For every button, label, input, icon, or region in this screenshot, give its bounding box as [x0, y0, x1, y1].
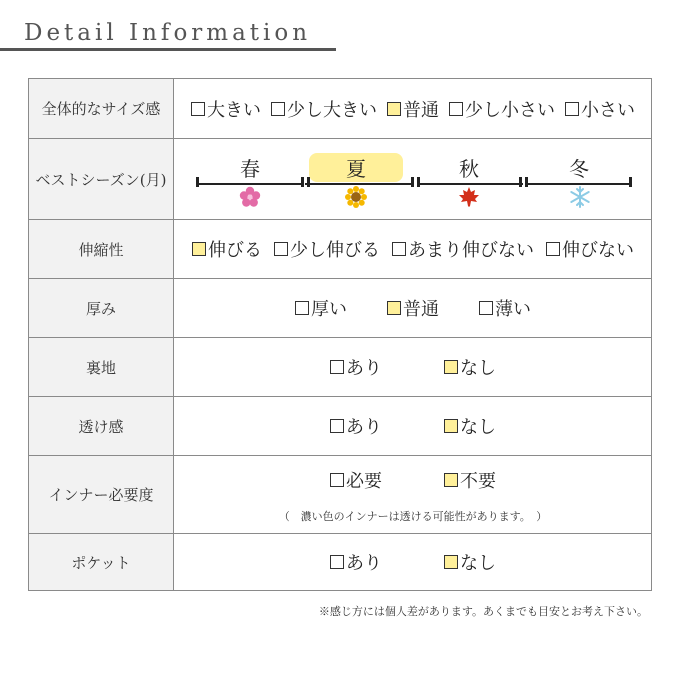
- option-thick: 厚い: [295, 295, 347, 321]
- option-thin: 薄い: [479, 295, 531, 321]
- row-label: 裏地: [29, 338, 174, 396]
- row-label: 全体的なサイズ感: [29, 79, 174, 138]
- option-size-normal: 普通: [387, 96, 439, 122]
- option-sheer-no: なし: [444, 413, 496, 439]
- option-size-slightly-small: 少し小さい: [449, 96, 555, 122]
- row-label: 伸縮性: [29, 220, 174, 278]
- row-thickness: [29, 279, 651, 338]
- option-inner-not-needed: 不要: [444, 467, 496, 493]
- sunflower-icon: [345, 186, 367, 208]
- checkbox: [330, 419, 344, 433]
- row-label: 厚み: [29, 279, 174, 337]
- season-bar-winter: [525, 183, 631, 185]
- footer-note: ※感じ方には個人差があります。あくまでも目安とお考え下さい。: [318, 605, 648, 618]
- checkbox: [295, 301, 309, 315]
- tick: [307, 177, 310, 187]
- tick: [629, 177, 632, 187]
- row-stretch: [29, 220, 651, 279]
- checkbox: [444, 419, 458, 433]
- row-label: ベストシーズン(月): [29, 139, 174, 219]
- title-underline: [0, 48, 336, 51]
- thickness-options: [175, 279, 651, 337]
- option-stretch-slight: 少し伸びる: [274, 236, 380, 262]
- checkbox: [330, 473, 344, 487]
- lining-options: [175, 338, 651, 396]
- checkbox: [444, 555, 458, 569]
- season-winter: 冬: [569, 157, 589, 181]
- row-inner: [29, 456, 651, 534]
- option-sheer-yes: あり: [330, 413, 382, 439]
- option-size-large: 大きい: [191, 96, 261, 122]
- tick: [301, 177, 304, 187]
- checkbox: [444, 360, 458, 374]
- row-size: [29, 79, 651, 139]
- sheer-options: [175, 397, 651, 455]
- option-thickness-normal: 普通: [387, 295, 439, 321]
- checkbox: [565, 102, 579, 116]
- flower-icon: [239, 186, 261, 208]
- season-bar-spring: [197, 183, 303, 185]
- checkbox: [330, 555, 344, 569]
- tick: [417, 177, 420, 187]
- checkbox: [387, 301, 401, 315]
- row-label: ポケット: [29, 534, 174, 590]
- row-season: [29, 139, 651, 220]
- stretch-options: [175, 220, 651, 278]
- checkbox: [330, 360, 344, 374]
- season-scale: [175, 139, 651, 219]
- page-title: Detail Information: [24, 20, 312, 46]
- row-lining: [29, 338, 651, 397]
- row-sheer: [29, 397, 651, 456]
- maple-leaf-icon: [458, 186, 480, 208]
- option-pocket-yes: あり: [330, 549, 382, 575]
- tick: [519, 177, 522, 187]
- checkbox: [444, 473, 458, 487]
- option-stretch-little: あまり伸びない: [392, 236, 534, 262]
- detail-table: [28, 78, 652, 591]
- season-spring: 春: [240, 157, 260, 181]
- tick: [525, 177, 528, 187]
- snowflake-icon: [569, 186, 591, 208]
- row-pocket: [29, 534, 651, 590]
- option-pocket-no: なし: [444, 549, 496, 575]
- inner-note: （ 濃い色のインナーは透ける可能性があります。 ）: [278, 510, 548, 523]
- checkbox: [479, 301, 493, 315]
- option-stretch-yes: 伸びる: [192, 236, 262, 262]
- checkbox: [191, 102, 205, 116]
- checkbox: [274, 242, 288, 256]
- option-lining-yes: あり: [330, 354, 382, 380]
- checkbox: [392, 242, 406, 256]
- checkbox: [387, 102, 401, 116]
- option-stretch-no: 伸びない: [546, 236, 634, 262]
- checkbox: [546, 242, 560, 256]
- inner-options: [175, 460, 651, 499]
- tick: [411, 177, 414, 187]
- season-bar-autumn: [417, 183, 523, 185]
- option-size-slightly-large: 少し大きい: [271, 96, 377, 122]
- pocket-options: [175, 534, 651, 590]
- checkbox: [449, 102, 463, 116]
- option-size-small: 小さい: [565, 96, 635, 122]
- tick: [196, 177, 199, 187]
- option-lining-no: なし: [444, 354, 496, 380]
- option-inner-needed: 必要: [330, 467, 382, 493]
- season-bar-summer: [305, 183, 411, 185]
- size-options: [175, 79, 651, 138]
- row-label: 透け感: [29, 397, 174, 455]
- season-autumn: 秋: [459, 157, 479, 181]
- season-summer: 夏: [309, 153, 403, 182]
- checkbox: [192, 242, 206, 256]
- checkbox: [271, 102, 285, 116]
- row-label: インナー必要度: [29, 456, 174, 533]
